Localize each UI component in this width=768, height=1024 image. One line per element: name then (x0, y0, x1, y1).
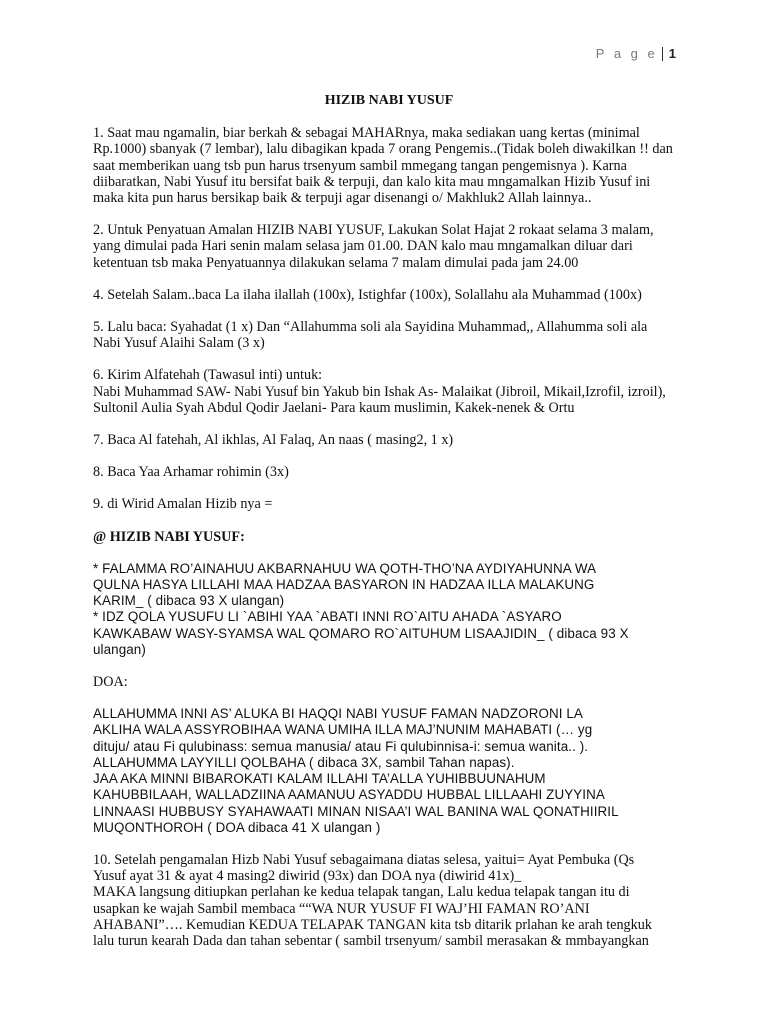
hizib-line: * FALAMMA RO’AINAHUU AKBARNAHUU WA QOTH-THO’NA AYDIYAHUNNA WA (93, 560, 597, 576)
text-line: MAKA langsung ditiupkan perlahan ke kedua telapak tangan, Lalu kedua telapak tangan itu di (93, 884, 630, 901)
step-paragraph (93, 125, 685, 206)
page-header-divider (662, 47, 663, 61)
doa-line: AKLIHA WALA ASSYROBIHAA WANA UMIHA ILLA MAJ’NUNIM MAHABATI (… yg (93, 722, 593, 738)
doa-line: dituju/ atau Fi qulubinass: semua manusia/ atau Fi qulubinnisa-i: semua wanita.. ). (93, 738, 589, 754)
text-line: saat memberikan uang tsb pun harus trsenyum sambil mmegang tangan pengemisnya ). Karna (93, 157, 627, 174)
page-label: P a g e (595, 46, 658, 61)
text-line: 1. Saat mau ngamalin, biar berkah & sebagai MAHARnya, maka sediakan uang kertas (minimal (93, 125, 640, 142)
text-line: Nabi Muhammad SAW- Nabi Yusuf bin Yakub bin Ishak As- Malaikat (Jibroil, Mikail,Izrofil, izroil), (93, 383, 666, 400)
text-line: 8. Baca Yaa Arhamar rohimin (3x) (93, 464, 289, 481)
page-number: 1 (668, 46, 676, 61)
step-paragraph (93, 432, 685, 448)
document-title: HIZIB NABI YUSUF (324, 93, 454, 108)
step-paragraph (93, 319, 685, 351)
doa-line: LINNAASI HUBBUSY SYAHAWAATI MINAN NISAA’I WAL BANINA WAL QONATHIIRIL (93, 803, 619, 819)
hizib-text (93, 561, 685, 658)
numbered-steps (93, 125, 685, 512)
text-line: 9. di Wirid Amalan Hizib nya = (93, 496, 273, 513)
doa-line: KAHUBBILAAH, WALLADZIINA AAMANUU ASYADDU HUBBAL LILLAAHI ZUYYINA (93, 787, 605, 803)
text-line: Rp.1000) sbanyak (7 lembar), lalu dibagikan kpada 7 orang Pengemis..(Tidak boleh diwakilkan !! dan (93, 141, 673, 158)
page-header (596, 46, 676, 61)
text-line: 4. Setelah Salam..baca La ilaha ilallah (100x), Istighfar (100x), Solallahu ala Muhammad (100x) (93, 286, 642, 303)
doa-line: MUQONTHOROH ( DOA dibaca 41 X ulangan ) (93, 819, 381, 835)
document-body (93, 93, 685, 949)
text-line: usapkan ke wajah Sambil membaca ““WA NUR YUSUF FI WAJ’HI FAMAN RO’ANI (93, 900, 590, 917)
doa-line: ALLAHUMMA INNI AS’ ALUKA BI HAQQI NABI YUSUF FAMAN NADZORONI LA (93, 706, 583, 722)
step-paragraph (93, 287, 685, 303)
text-line: 10. Setelah pengamalan Hizb Nabi Yusuf sebagaimana diatas selesa, yaitui= Ayat Pembuka (Qs (93, 851, 635, 868)
doa-text (93, 706, 685, 836)
doa-line: JAA AKA MINNI BIBAROKATI KALAM ILLAHI TA’ALLA YUHIBBUUNAHUM (93, 771, 546, 787)
text-line: ketentuan tsb maka Penyatuannya dilakukan selama 7 malam dimulai pada jam 24.00 (93, 254, 579, 271)
text-line: 2. Untuk Penyatuan Amalan HIZIB NABI YUSUF, Lakukan Solat Hajat 2 rokaat selama 3 malam, (93, 222, 654, 239)
step-paragraph (93, 222, 685, 271)
text-line: 7. Baca Al fatehah, Al ikhlas, Al Falaq, An naas ( masing2, 1 x) (93, 432, 454, 449)
text-line: Sultonil Aulia Syah Abdul Qodir Jaelani- Para kaum muslimin, Kakek-nenek & Ortu (93, 399, 575, 416)
hizib-line: QULNA HASYA LILLAHI MAA HADZAA BASYARON IN HADZAA ILLA MALAKUNG (93, 577, 595, 593)
text-line: AHABANI”…. Kemudian KEDUA TELAPAK TANGAN kita tsb ditarik prlahan ke arah tengkuk (93, 916, 652, 933)
hizib-heading: @ HIZIB NABI YUSUF: (93, 528, 245, 545)
step-paragraph (93, 464, 685, 480)
text-line: Yusuf ayat 31 & ayat 4 masing2 diwirid (93x) dan DOA nya (diwirid 41x)_ (93, 868, 522, 885)
hizib-line: KAWKABAW WASY-SYAMSA WAL QOMARO RO`AITUHUM LISAAJIDIN_ ( dibaca 93 X (93, 625, 629, 641)
text-line: Nabi Yusuf Alaihi Salam (3 x) (93, 335, 265, 352)
doa-label: DOA: (93, 674, 128, 691)
text-line: 5. Lalu baca: Syahadat (1 x) Dan “Allahumma soli ala Sayidina Muhammad,, Allahumma soli ala (93, 319, 648, 336)
step-paragraph (93, 367, 685, 416)
hizib-line: KARIM_ ( dibaca 93 X ulangan) (93, 593, 285, 609)
step-10-text (93, 852, 685, 949)
text-line: maka kita pun harus bersikap baik & terpuji agar disenangi o/ Makhluk2 Allah lainnya.. (93, 190, 592, 207)
text-line: yang dimulai pada Hari senin malam selasa jam 01.00. DAN kalo mau mngamalkan diluar dari (93, 238, 633, 255)
hizib-line: ulangan) (93, 641, 146, 657)
text-line: lalu turun kearah Dada dan tahan sebentar ( sambil trsenyum/ sambil merasakan & mmbayangkan (93, 932, 649, 949)
doa-line: ALLAHUMMA LAYYILLI QOLBAHA ( dibaca 3X, sambil Tahan napas). (93, 754, 515, 770)
text-line: 6. Kirim Alfatehah (Tawasul inti) untuk: (93, 367, 323, 384)
text-line: diibaratkan, Nabi Yusuf itu bersifat baik & terpuji, dan kalo kita mau mngamalkan Hizib Yusuf ini (93, 173, 651, 190)
hizib-line: * IDZ QOLA YUSUFU LI `ABIHI YAA `ABATI INNI RO`AITU AHADA `ASYARO (93, 609, 562, 625)
step-paragraph (93, 496, 685, 512)
